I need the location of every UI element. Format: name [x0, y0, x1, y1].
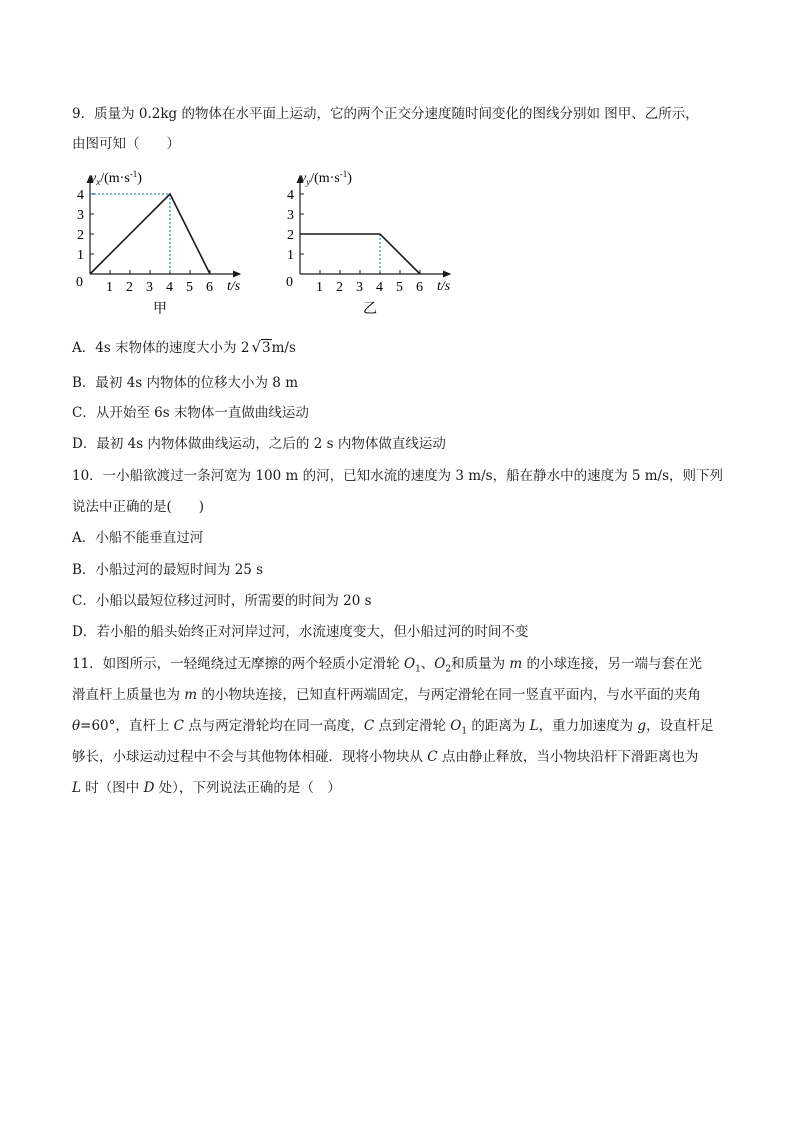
graph-b-xtick-label: 3: [356, 280, 363, 295]
q10-option-a: A．小船不能垂直过河: [72, 530, 204, 546]
graph-b-xtick-label: 6: [416, 280, 423, 295]
graph-b-xlabel: t/s: [437, 279, 451, 294]
q11-stem-line3: θ=60°，直杆上 C 点与两定滑轮均在同一高度，C 点到定滑轮 $O_1$ 的距离为 L，重力加速度为 g，设直杆足: [72, 718, 714, 737]
graph-a-xtick-label: 3: [146, 280, 153, 295]
graph-a-ylabel: $v_x/(m\cdot s^{-1})$: [90, 169, 142, 187]
graph-vy-vs-t: [282, 162, 472, 322]
q11-stem-line2: 滑直杆上质量也为 m 的小物块连接，已知直杆两端固定，与两定滑轮在同一竖直平面内，与水平面的夹角: [72, 687, 701, 703]
graph-a-xtick-label: 6: [206, 280, 213, 295]
graph-b-origin: 0: [286, 275, 293, 290]
graph-a-series-line: [90, 194, 210, 274]
sqrt-symbol: √3: [251, 338, 271, 356]
q9-option-a-prefix: A．4s 末物体的速度大小为 2: [72, 340, 250, 356]
q10-option-b: B．小船过河的最短时间为 25 s: [72, 562, 264, 578]
graph-vx-vs-t: [72, 162, 262, 322]
q10-option-c: C．小船以最短位移过河时，所需要的时间为 20 s: [72, 593, 372, 609]
sqrt-radicand: 3: [262, 340, 271, 356]
graph-b-ytick-label: 4: [287, 188, 294, 203]
q9-option-d: D．最初 4s 内物体做曲线运动，之后的 2 s 内物体做直线运动: [72, 436, 446, 452]
q9-option-a-unit: m/s: [271, 340, 296, 356]
graph-a-ytick-label: 2: [77, 228, 84, 243]
q9-option-b: B．最初 4s 内物体的位移大小为 8 m: [72, 375, 298, 391]
graph-a-xtick-label: 4: [166, 280, 173, 295]
graph-b-ytick-label: 1: [287, 248, 294, 263]
graph-b-xtick-label: 4: [376, 280, 383, 295]
graph-a-ytick-label: 3: [77, 208, 84, 223]
graph-a-xtick-label: 1: [106, 280, 113, 295]
graph-a-ytick-label: 4: [77, 188, 84, 203]
graph-b-series-line: [300, 234, 420, 274]
q9-stem-line1: 9．质量为 0.2kg 的物体在水平面上运动，它的两个正交分速度随时间变化的图线分别如 图甲、乙所示，: [72, 106, 699, 122]
graph-b-ytick-label: 3: [287, 208, 294, 223]
graph-b-ytick-label: 2: [287, 228, 294, 243]
graph-b-caption: 乙: [363, 302, 377, 317]
q9-stem-line2: 由图可知（ ）: [72, 136, 180, 152]
graph-a-caption: 甲: [153, 302, 167, 317]
q9-option-a: [72, 337, 296, 358]
q9-option-c: C．从开始至 6s 末物体一直做曲线运动: [72, 405, 309, 421]
q11-stem-line5: L 时（图中 D 处），下列说法正确的是（ ）: [72, 780, 341, 796]
graph-b-xtick-label: 5: [396, 280, 403, 295]
q10-stem-line1: 10．一小船欲渡过一条河宽为 100 m 的河，已知水流的速度为 3 m/s，船在静水中的速度为 5 m/s，则下列: [72, 468, 724, 484]
graph-a-xtick-label: 5: [186, 280, 193, 295]
q11-stem-line4: 够长，小球运动过程中不会与其他物体相碰．现将小物块从 C 点由静止释放，当小物块沿杆下滑距离也为: [72, 749, 699, 765]
graph-b-xtick-label: 1: [316, 280, 323, 295]
graph-a-ytick-label: 1: [77, 248, 84, 263]
graph-a-xtick-label: 2: [126, 280, 133, 295]
q11-stem-line1: 11．如图所示，一轻绳绕过无摩擦的两个轻质小定滑轮 $O_1$、$O_2$和质量为 m 的小球连接，另一端与套在光: [72, 656, 703, 675]
q10-stem-line2: 说法中正确的是( ): [72, 499, 205, 515]
graph-a-origin: 0: [76, 275, 83, 290]
q10-option-d: D．若小船的船头始终正对河岸过河，水流速度变大，但小船过河的时间不变: [72, 624, 529, 640]
graph-a-xlabel: t/s: [227, 279, 241, 294]
graph-b-ylabel: $v_y/(m\cdot s^{-1})$: [300, 169, 352, 187]
graph-b-xtick-label: 2: [336, 280, 343, 295]
